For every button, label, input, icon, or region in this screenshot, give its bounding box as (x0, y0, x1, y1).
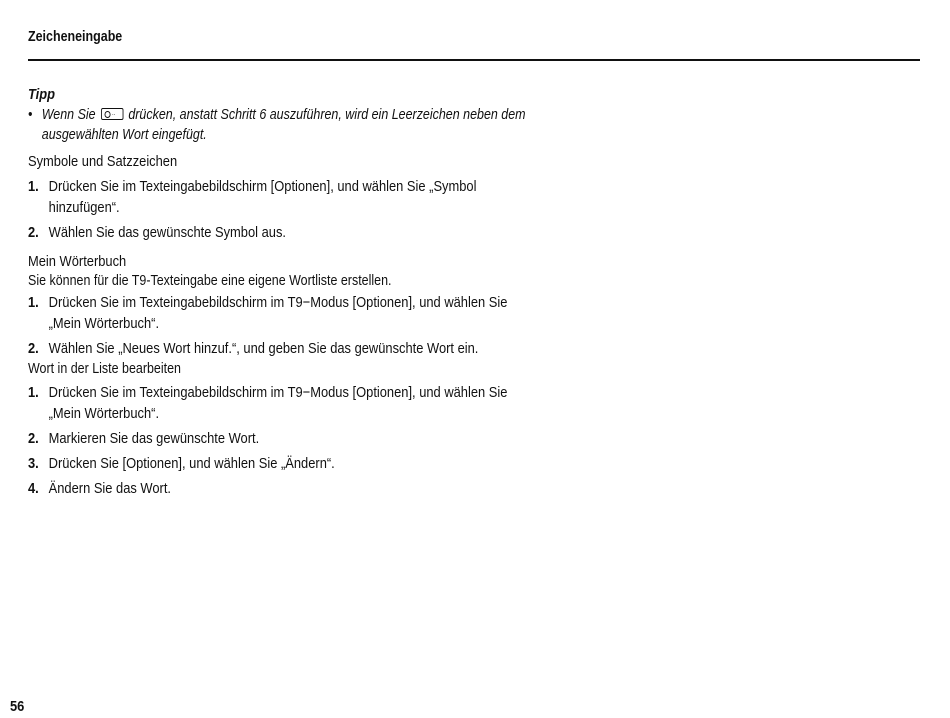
tip-line-2: ausgewählten Wort eingefügt. (41, 127, 207, 143)
step-text-line-2: hinzufügen“. (48, 199, 120, 216)
symbols-heading: Symbole und Satzzeichen (28, 153, 178, 170)
dictionary-heading: Mein Wörterbuch (28, 253, 127, 270)
step-number: 4. (28, 480, 39, 497)
key-icon-dots: .. (111, 110, 116, 117)
page-number: 56 (10, 698, 25, 715)
tip-text (28, 105, 544, 145)
tip-line-1-end: drücken, anstatt Schritt 6 auszuführen, wird ein Leerzeichen neben dem (128, 107, 526, 123)
tip-bullet: • (28, 107, 33, 123)
symbols-section (28, 152, 628, 243)
step-item (28, 453, 544, 474)
tip-line-1-start: Wenn Sie (41, 107, 96, 123)
tip-line-1 (42, 105, 544, 125)
step-number: 2. (28, 224, 39, 241)
step-item (28, 478, 544, 499)
edit-section (28, 360, 628, 499)
dictionary-steps (28, 292, 628, 359)
step-item (28, 428, 544, 449)
step-number: 2. (28, 340, 39, 357)
step-number: 2. (28, 430, 39, 447)
step-text-line-1: Wählen Sie das gewünschte Symbol aus. (48, 224, 286, 241)
step-text-line-1: Drücken Sie im Texteingabebildschirm im T9−Modus [Optionen], und wählen Sie (48, 384, 508, 401)
step-text-line-1: Drücken Sie [Optionen], und wählen Sie „Ändern“. (48, 455, 335, 472)
page-content (28, 84, 628, 499)
step-number: 1. (28, 294, 39, 311)
edit-steps (28, 382, 628, 499)
dictionary-intro: Sie können für die T9-Texteingabe eine eigene Wortliste erstellen. (28, 273, 392, 289)
step-text-line-1: Markieren Sie das gewünschte Wort. (48, 430, 260, 447)
key-icon-circle (104, 111, 110, 118)
step-item (28, 338, 544, 359)
step-text-line-1: Drücken Sie im Texteingabebildschirm im T9−Modus [Optionen], und wählen Sie (48, 294, 508, 311)
space-key-icon (101, 108, 123, 120)
header-divider (28, 59, 920, 61)
step-number: 1. (28, 384, 39, 401)
edit-heading: Wort in der Liste bearbeiten (28, 361, 181, 377)
step-number: 3. (28, 455, 39, 472)
step-text-line-1: Wählen Sie „Neues Wort hinzuf.“, und geben Sie das gewünschte Wort ein. (48, 340, 479, 357)
step-number: 1. (28, 178, 39, 195)
symbols-steps (28, 176, 628, 243)
page-header-title: Zeicheneingabe (28, 29, 123, 45)
step-text-line-2: „Mein Wörterbuch“. (48, 405, 160, 422)
step-item (28, 176, 544, 218)
step-item (28, 292, 544, 334)
step-item (28, 222, 544, 243)
step-text-line-2: „Mein Wörterbuch“. (48, 315, 160, 332)
step-item (28, 382, 544, 424)
tip-heading: Tipp (28, 86, 55, 103)
step-text-line-1: Ändern Sie das Wort. (48, 480, 172, 497)
tip-box (28, 84, 628, 145)
dictionary-section (28, 252, 628, 359)
step-text-line-1: Drücken Sie im Texteingabebildschirm [Optionen], und wählen Sie „Symbol (48, 178, 477, 195)
